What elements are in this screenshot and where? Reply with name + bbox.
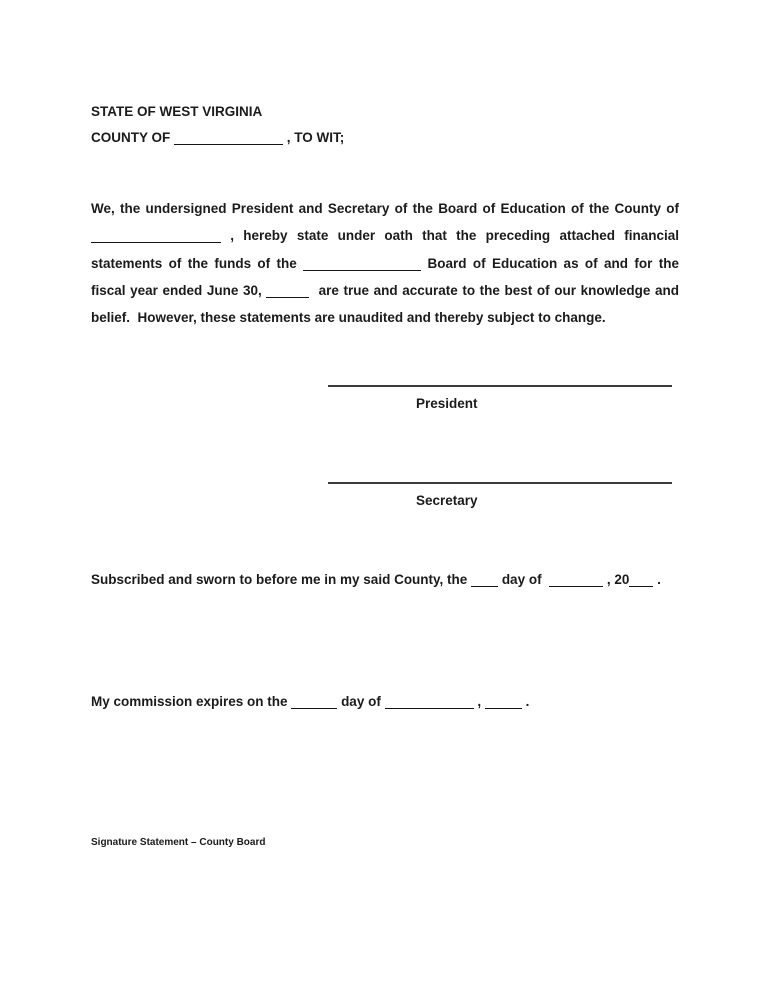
president-signature-block (328, 385, 672, 411)
commission-text-3: , (473, 694, 485, 709)
commission-text-4: . (521, 694, 530, 709)
affidavit-paragraph (91, 195, 679, 331)
secretary-signature-line[interactable] (328, 482, 672, 484)
notary-statement (91, 572, 661, 588)
notary-day-blank[interactable] (471, 583, 498, 587)
notary-month-blank[interactable] (549, 583, 603, 587)
commission-month-blank[interactable] (385, 705, 474, 709)
document-header (91, 99, 344, 151)
affidavit-text-4: are true and accurate to the best of our knowledge and belief. However, these statements are unaudited and thereby subject to change. (91, 282, 679, 326)
affidavit-text-2: , hereby state under oath that the preceding attached financial statements of the funds of the (91, 228, 679, 271)
commission-text-1: My commission expires on the (91, 694, 292, 709)
notary-text-1: Subscribed and sworn to before me in my said County, the (91, 572, 472, 587)
county-of-text: COUNTY OF (91, 130, 175, 145)
affidavit-county-blank[interactable] (91, 239, 221, 243)
commission-text-2: day of (337, 694, 385, 709)
affidavit-text-1: We, the undersigned President and Secretary of the Board of Education of the County of (91, 201, 679, 216)
to-wit-text: , TO WIT; (283, 130, 345, 145)
notary-text-4: . (653, 572, 661, 587)
footer-label: Signature Statement – County Board (91, 837, 266, 848)
commission-statement (91, 694, 529, 710)
affidavit-text-3: Board of Education as of and for the fiscal year ended June 30, (91, 255, 679, 298)
commission-day-blank[interactable] (291, 705, 337, 709)
secretary-signature-label: Secretary (416, 493, 478, 508)
commission-year-blank[interactable] (485, 705, 522, 709)
notary-text-2: day of (498, 572, 550, 587)
county-line (91, 125, 344, 151)
secretary-signature-block (328, 482, 672, 508)
state-line: STATE OF WEST VIRGINIA (91, 104, 263, 119)
district-name-blank[interactable] (303, 267, 421, 271)
notary-text-3: , 20 (603, 572, 630, 587)
notary-year-blank[interactable] (629, 583, 653, 587)
county-name-blank[interactable] (174, 141, 283, 145)
fiscal-year-blank[interactable] (266, 294, 309, 298)
president-signature-line[interactable] (328, 385, 672, 387)
president-signature-label: President (416, 396, 478, 411)
